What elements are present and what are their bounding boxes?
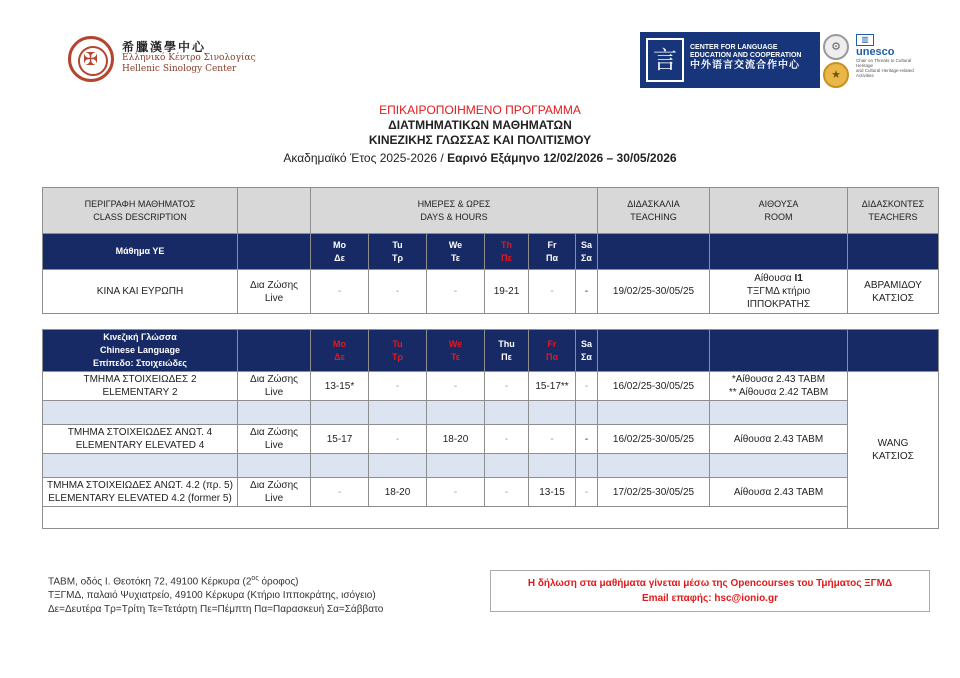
course-name: ΤΜΗΜΑ ΣΤΟΙΧΕΙΩΔΕΣ ΑΝΩΤ. 4 ELEMENTARY ELEVATED 4 xyxy=(43,425,238,454)
title-academic-year xyxy=(0,151,960,165)
schedule-table-chinese xyxy=(42,329,939,529)
empty-row xyxy=(43,507,939,529)
footer-tavm-address: ΤΑΒΜ, οδός Ι. Θεοτόκη 72, 49100 Κέρκυρα ($2^{o\varsigma}$ όροφος) xyxy=(48,575,299,588)
day-th: Th Πε xyxy=(485,234,529,270)
course-name: ΚΙΝΑ ΚΑΙ ΕΥΡΩΠΗ xyxy=(43,270,238,314)
course-room: Αίθουσα 2.43 ΤΑΒΜ xyxy=(710,478,848,507)
course-mode: Δια Ζώσης Live xyxy=(238,425,311,454)
title-chinese-language: ΚΙΝΕΖΙΚΗΣ ΓΛΩΣΣΑΣ ΚΑΙ ΠΟΛΙΤΙΣΜΟΥ xyxy=(368,133,592,147)
footer-tkgmd-address: ΤΞΓΜΔ, παλαιό Ψυχιατρείο, 49100 Κέρκυρα (Κτήριο Ιπποκράτης, ισόγειο) xyxy=(48,590,376,602)
slot-fr: - xyxy=(529,270,576,314)
slot-we: 18-20 xyxy=(427,425,485,454)
day-sa: Sa Σα xyxy=(576,234,598,270)
slot-mo: - xyxy=(311,478,369,507)
day-fr: Fr Πα xyxy=(529,234,576,270)
day-we: We Τε xyxy=(427,330,485,372)
course-teachers: WANG ΚΑΤΣΙΟΣ xyxy=(848,372,939,529)
slot-tu: - xyxy=(369,372,427,401)
course-dates: 17/02/25-30/05/25 xyxy=(598,478,710,507)
logo-chinese-text: 希臘漢學中心 xyxy=(122,40,207,54)
course-mode: Δια Ζώσης Live xyxy=(238,270,311,314)
course-mode: Δια Ζώσης Live xyxy=(238,372,311,401)
unesco-temple-icon: ▥ xyxy=(856,34,874,46)
section-label: Μάθημα ΥΕ xyxy=(43,234,238,270)
course-dates: 16/02/25-30/05/25 xyxy=(598,425,710,454)
slot-sa: - xyxy=(576,372,598,401)
day-mo: Mo Δε xyxy=(311,234,369,270)
course-teachers: ΑΒΡΑΜΙΔΟΥ ΚΑΤΣΙΟΣ xyxy=(848,270,939,314)
unesco-logo xyxy=(856,34,926,88)
section-label: Κινεζική Γλώσσα Chinese Language Επίπεδο: Στοιχειώδες xyxy=(43,330,238,372)
header-teachers: ΔΙΔΑΣΚΟΝΤΕΣ TEACHERS xyxy=(848,188,939,234)
logo-english-text: Hellenic Sinology Center xyxy=(122,64,237,74)
clec-chinese: 中外语言交流合作中心 xyxy=(690,60,800,71)
slot-mo: 13-15* xyxy=(311,372,369,401)
clec-mark-icon: 言 xyxy=(646,38,684,82)
day-mo: Mo Δε xyxy=(311,330,369,372)
section-header-row xyxy=(43,330,939,372)
header-days-hours: ΗΜΕΡΕΣ & ΩΡΕΣ DAYS & HOURS xyxy=(311,188,598,234)
course-dates: 16/02/25-30/05/25 xyxy=(598,372,710,401)
slot-we: - xyxy=(427,478,485,507)
footer-addresses xyxy=(48,572,383,617)
table-header-row xyxy=(43,188,939,234)
sinology-seal-icon xyxy=(68,36,114,82)
hellenic-sinology-logo xyxy=(68,36,258,86)
course-dates: 19/02/25-30/05/25 xyxy=(598,270,710,314)
slot-tu: - xyxy=(369,425,427,454)
table-row xyxy=(43,425,939,454)
header-description: ΠΕΡΙΓΡΑΦΗ ΜΑΘΗΜΑΤΟΣ CLASS DESCRIPTION xyxy=(43,188,238,234)
day-fr: Fr Πα xyxy=(529,330,576,372)
schedule-table-ye xyxy=(42,187,939,314)
day-we: We Τε xyxy=(427,234,485,270)
slot-sa: - xyxy=(576,478,598,507)
day-tu: Tu Τρ xyxy=(369,234,427,270)
academic-year-text: Ακαδημαϊκό Έτος 2025-2026 / xyxy=(283,151,448,165)
spacer-row xyxy=(43,454,939,478)
slot-th: - xyxy=(485,478,529,507)
registration-notice xyxy=(490,570,930,612)
slot-fr: 13-15 xyxy=(529,478,576,507)
spacer-row xyxy=(43,401,939,425)
slot-mo: 15-17 xyxy=(311,425,369,454)
unesco-chair-text-2: and Cultural Heritage-related Activities xyxy=(856,68,914,78)
clec-line2: EDUCATION AND COOPERATION xyxy=(690,52,802,59)
title-updated-program: ΕΠΙΚΑΙΡΟΠΟΙΗΜΕΝΟ ΠΡΟΓΡΑΜΜΑ xyxy=(379,103,581,117)
notice-email: Email επαφής: hsc@ionio.gr xyxy=(642,593,778,604)
course-room: Αίθουσα Ι1 ΤΞΓΜΔ κτήριο ΙΠΠΟΚΡΑΤΗΣ xyxy=(710,270,848,314)
table-row xyxy=(43,270,939,314)
slot-tu: 18-20 xyxy=(369,478,427,507)
title-interdepartmental: ΔΙΑΤΜΗΜΑΤΙΚΩΝ ΜΑΘΗΜΑΤΩΝ xyxy=(388,118,572,132)
university-emblem-icon: ⚙ xyxy=(823,34,849,60)
day-tu: Tu Τρ xyxy=(369,330,427,372)
clec-line1: CENTER FOR LANGUAGE xyxy=(690,44,778,51)
medal-emblem-icon: ★ xyxy=(823,62,849,88)
table-row xyxy=(43,478,939,507)
slot-we: - xyxy=(427,372,485,401)
slot-fr: 15-17** xyxy=(529,372,576,401)
day-sa: Sa Σα xyxy=(576,330,598,372)
day-thu: Thu Πε xyxy=(485,330,529,372)
slot-tu: - xyxy=(369,270,427,314)
section-header-row xyxy=(43,234,939,270)
course-room: Αίθουσα 2.43 ΤΑΒΜ xyxy=(710,425,848,454)
logo-greek-text: Ελληνικό Κέντρο Σινολογίας xyxy=(122,53,256,63)
unesco-chair-text-1: Chair on Threats to Cultural Heritage xyxy=(856,58,912,68)
semester-text: Εαρινό Εξάμηνο 12/02/2026 – 30/05/2026 xyxy=(447,151,677,165)
clec-logo xyxy=(640,32,820,88)
header-teaching: ΔΙΔΑΣΚΑΛΙΑ TEACHING xyxy=(598,188,710,234)
slot-we: - xyxy=(427,270,485,314)
notice-registration-text: Η δήλωση στα μαθήματα γίνεται μέσω της Opencourses του Τμήματος ΞΓΜΔ xyxy=(527,578,893,589)
slot-fr: - xyxy=(529,425,576,454)
course-room: *Αίθουσα 2.43 ΤΑΒΜ ** Αίθουσα 2.42 ΤΑΒΜ xyxy=(710,372,848,401)
table-row xyxy=(43,372,939,401)
slot-sa: - xyxy=(576,425,598,454)
course-name: ΤΜΗΜΑ ΣΤΟΙΧΕΙΩΔΕΣ ΑΝΩΤ. 4.2 (πρ. 5) ELEMENTARY ELEVATED 4.2 (former 5) xyxy=(43,478,238,507)
footer-day-legend: Δε=Δευτέρα Τρ=Τρίτη Τε=Τετάρτη Πε=Πέμπτη Πα=Παρασκευή Σα=Σάββατο xyxy=(48,604,384,616)
slot-mo: - xyxy=(311,270,369,314)
slot-th: - xyxy=(485,372,529,401)
unesco-name: unesco xyxy=(856,46,895,58)
slot-th: 19-21 xyxy=(485,270,529,314)
course-name: ΤΜΗΜΑ ΣΤΟΙΧΕΙΩΔΕΣ 2 ELEMENTARY 2 xyxy=(43,372,238,401)
slot-sa: - xyxy=(576,270,598,314)
slot-th: - xyxy=(485,425,529,454)
header-room: ΑΙΘΟΥΣΑ ROOM xyxy=(710,188,848,234)
course-mode: Δια Ζώσης Live xyxy=(238,478,311,507)
